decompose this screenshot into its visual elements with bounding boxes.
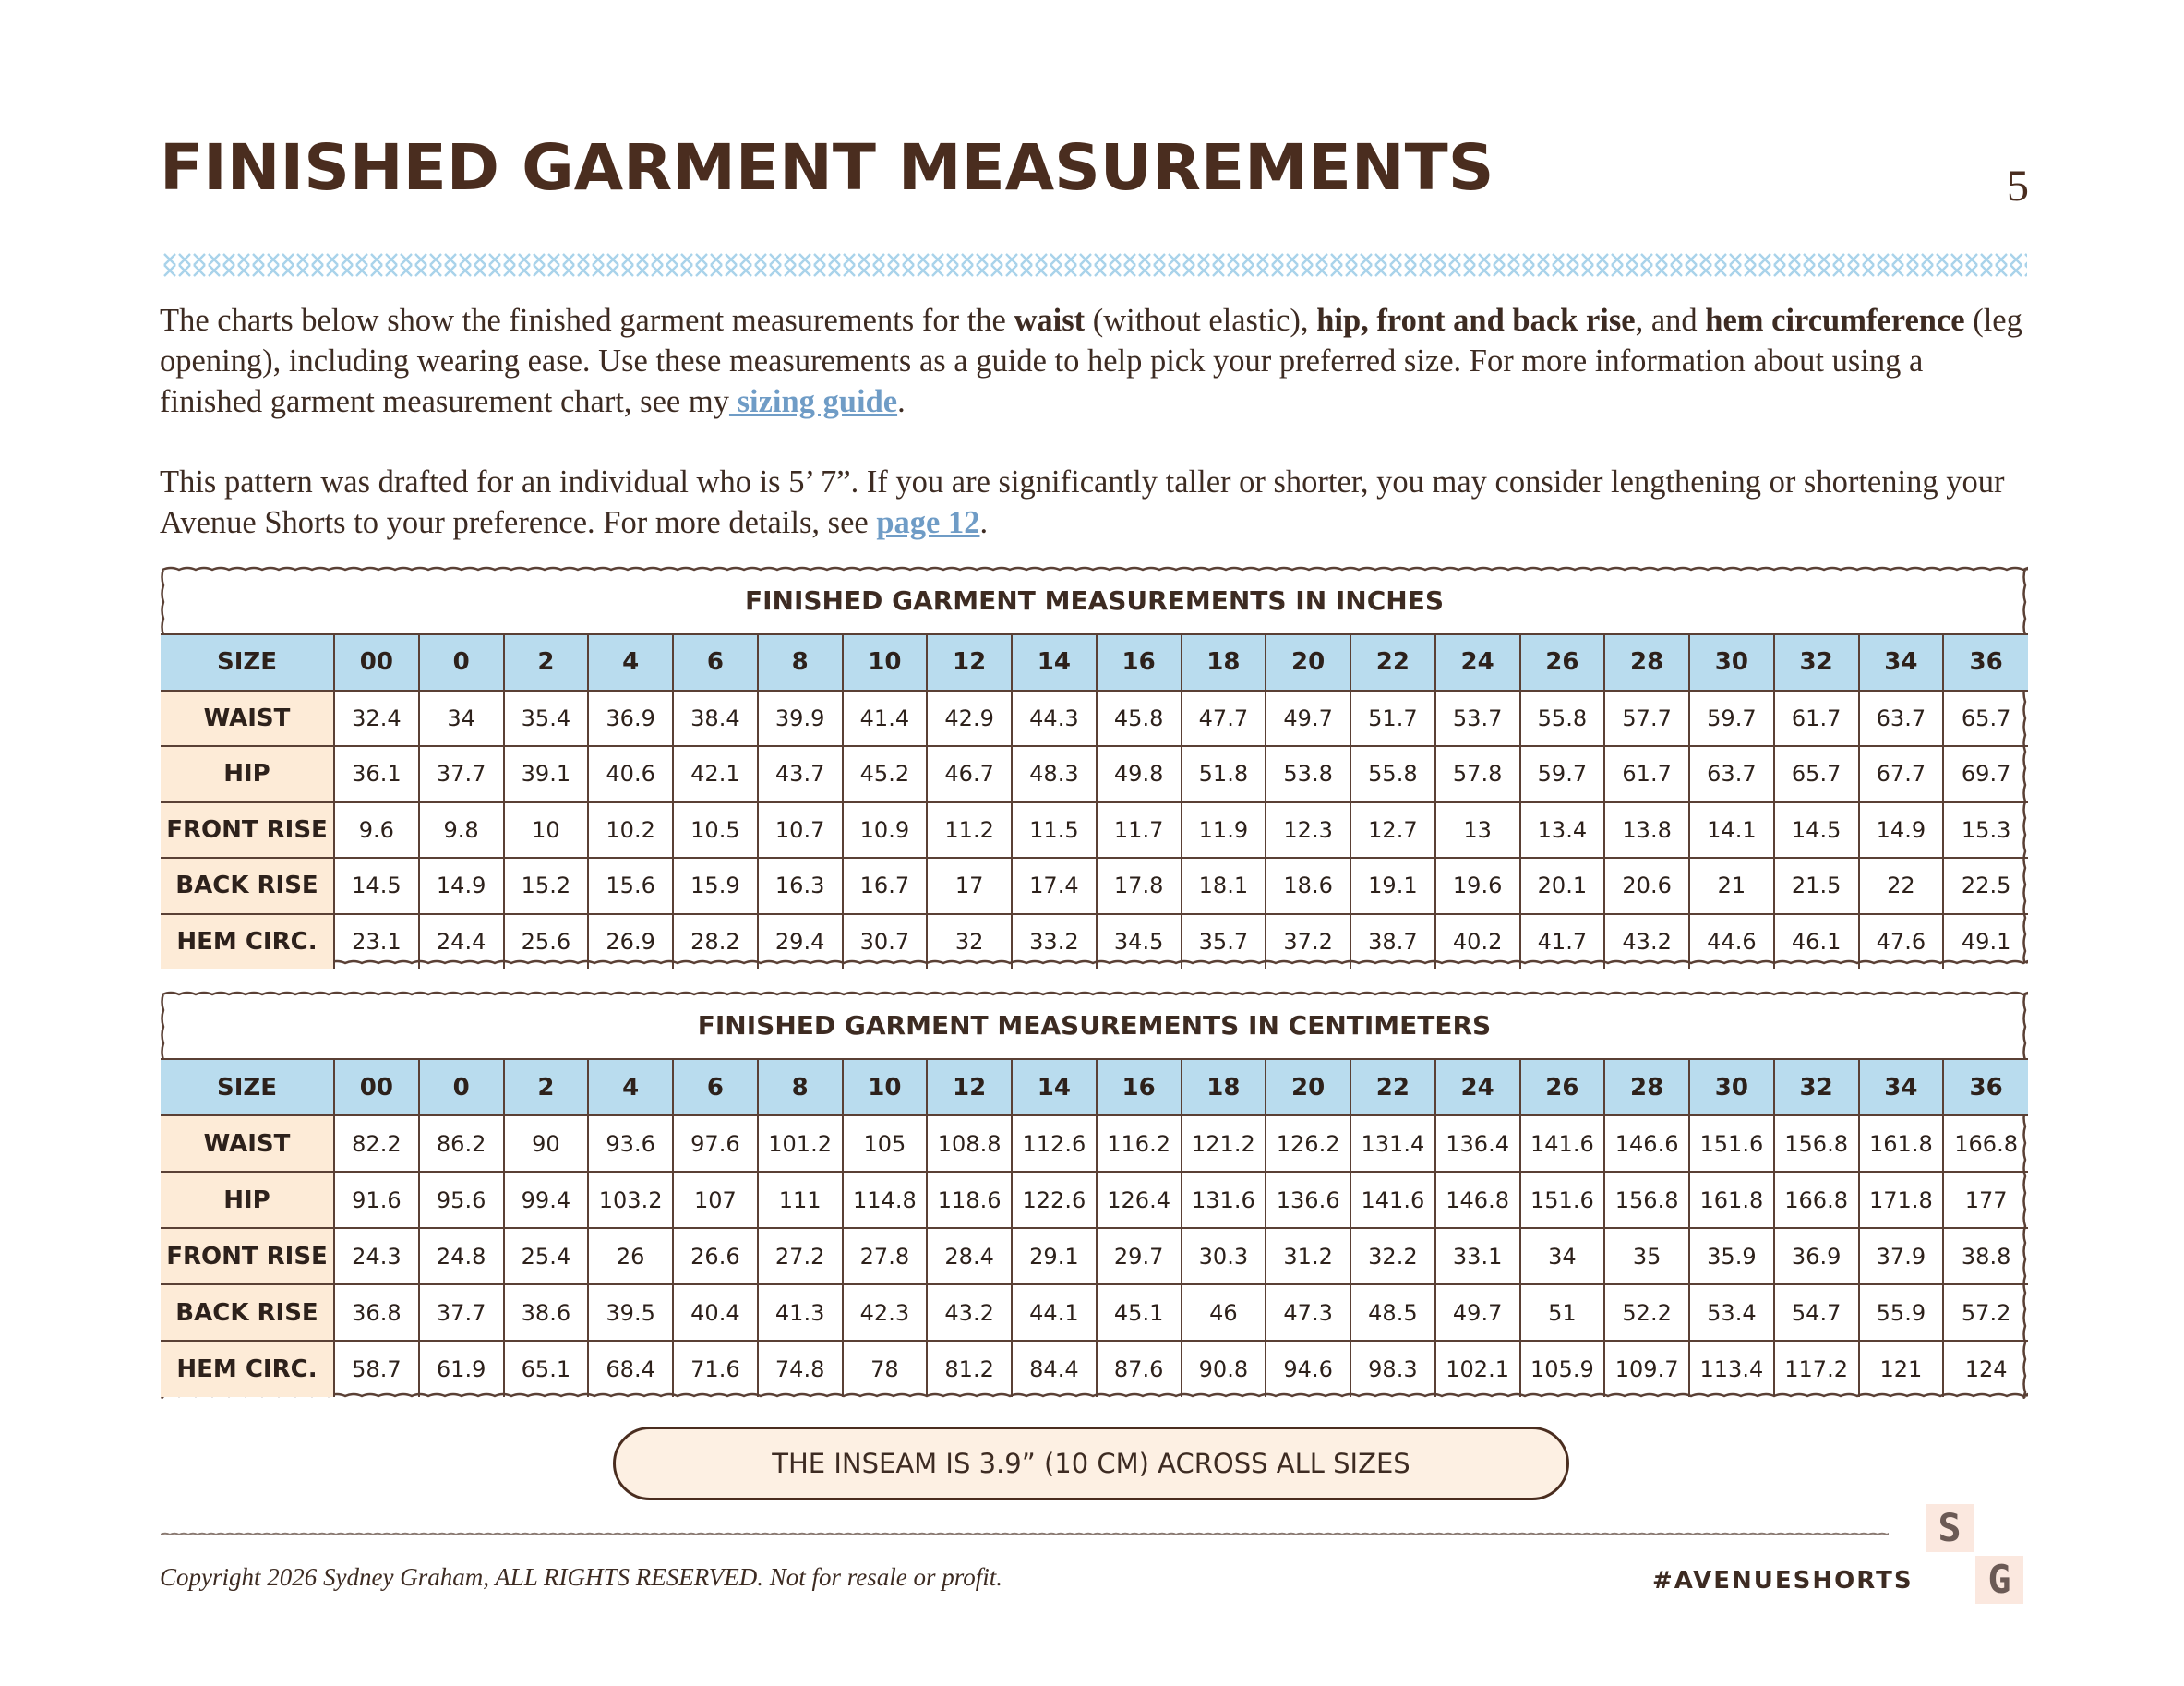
table-cell: 13.4	[1520, 802, 1605, 859]
table-cell: 12.3	[1266, 802, 1350, 859]
table-cell: 35.9	[1689, 1228, 1774, 1284]
table-cell: 38.7	[1350, 914, 1435, 970]
table-cell: 32.2	[1350, 1228, 1435, 1284]
table-cell: 177	[1943, 1172, 2028, 1228]
row-label: BACK RISE	[161, 858, 334, 914]
table-cell: 55.8	[1520, 691, 1605, 747]
table-cell: 46.1	[1774, 914, 1859, 970]
table-cell: 10.9	[843, 802, 928, 859]
table-cell: 52.2	[1604, 1284, 1689, 1341]
table-cell: 146.8	[1435, 1172, 1520, 1228]
size-header-cell: 2	[504, 634, 589, 691]
row-label: HIP	[161, 746, 334, 802]
table-cell: 14.5	[334, 858, 419, 914]
table-cell: 34	[1520, 1228, 1605, 1284]
size-header-cell: 32	[1774, 634, 1859, 691]
table-cell: 136.6	[1266, 1172, 1350, 1228]
table-cell: 141.6	[1520, 1115, 1605, 1172]
table-cell: 20.6	[1604, 858, 1689, 914]
size-header-cell: 20	[1266, 634, 1350, 691]
table-cell: 36.9	[1774, 1228, 1859, 1284]
table-cell: 102.1	[1435, 1341, 1520, 1397]
table-cell: 47.6	[1859, 914, 1944, 970]
centimeters-measurement-table	[161, 990, 2028, 1400]
table-cell: 14.1	[1689, 802, 1774, 859]
table-cell: 44.3	[1012, 691, 1097, 747]
size-header-cell: 8	[758, 1059, 843, 1115]
table-cell: 166.8	[1774, 1172, 1859, 1228]
size-header-label: SIZE	[161, 1059, 334, 1115]
table-cell: 30.3	[1182, 1228, 1266, 1284]
table-cell: 87.6	[1097, 1341, 1182, 1397]
table-cell: 17.8	[1097, 858, 1182, 914]
size-header-cell: 00	[334, 634, 419, 691]
table-cell: 10.7	[758, 802, 843, 859]
intro-paragraph-height: This pattern was drafted for an individual who is 5’ 7”. If you are significantly taller or shorter, you may consider lengthening or shortening your Avenue Shorts to your preference. For more details, see page 12.	[160, 464, 2005, 540]
table-cell: 82.2	[334, 1115, 419, 1172]
table-cell: 35.4	[504, 691, 589, 747]
table-cell: 108.8	[927, 1115, 1012, 1172]
table-cell: 26.6	[673, 1228, 758, 1284]
table-cell: 15.6	[588, 858, 673, 914]
page-number: 5	[2007, 162, 2029, 211]
measurement-grid	[161, 1058, 2028, 1397]
table-cell: 113.4	[1689, 1341, 1774, 1397]
table-cell: 22.5	[1943, 858, 2028, 914]
table-cell: 112.6	[1012, 1115, 1097, 1172]
table-cell: 53.4	[1689, 1284, 1774, 1341]
table-cell: 156.8	[1604, 1172, 1689, 1228]
table-cell: 47.3	[1266, 1284, 1350, 1341]
table-cell: 121.2	[1182, 1115, 1266, 1172]
size-header-cell: 30	[1689, 634, 1774, 691]
size-header-cell: 32	[1774, 1059, 1859, 1115]
size-header-cell: 34	[1859, 1059, 1944, 1115]
table-cell: 9.8	[419, 802, 504, 859]
row-label: FRONT RISE	[161, 802, 334, 859]
size-header-label: SIZE	[161, 634, 334, 691]
table-cell: 65.7	[1943, 691, 2028, 747]
table-cell: 16.3	[758, 858, 843, 914]
size-header-cell: 26	[1520, 1059, 1605, 1115]
size-header-cell: 26	[1520, 634, 1605, 691]
table-cell: 54.7	[1774, 1284, 1859, 1341]
table-cell: 30.7	[843, 914, 928, 970]
size-header-cell: 16	[1097, 634, 1182, 691]
table-row	[161, 1115, 2028, 1172]
table-cell: 24.8	[419, 1228, 504, 1284]
size-header-cell: 14	[1012, 634, 1097, 691]
size-header-cell: 0	[419, 634, 504, 691]
page-12-link[interactable]: page 12	[876, 505, 980, 540]
table-cell: 116.2	[1097, 1115, 1182, 1172]
table-cell: 22	[1859, 858, 1944, 914]
table-cell: 97.6	[673, 1115, 758, 1172]
table-cell: 95.6	[419, 1172, 504, 1228]
size-header-cell: 30	[1689, 1059, 1774, 1115]
table-cell: 68.4	[588, 1341, 673, 1397]
table-cell: 45.8	[1097, 691, 1182, 747]
table-cell: 32	[927, 914, 1012, 970]
table-cell: 25.6	[504, 914, 589, 970]
row-label: WAIST	[161, 1115, 334, 1172]
table-cell: 10.5	[673, 802, 758, 859]
size-header-cell: 20	[1266, 1059, 1350, 1115]
size-header-cell: 12	[927, 1059, 1012, 1115]
table-cell: 166.8	[1943, 1115, 2028, 1172]
table-cell: 17	[927, 858, 1012, 914]
row-label: WAIST	[161, 691, 334, 747]
table-cell: 63.7	[1689, 746, 1774, 802]
table-cell: 19.1	[1350, 858, 1435, 914]
table-cell: 33.1	[1435, 1228, 1520, 1284]
table-cell: 90.8	[1182, 1341, 1266, 1397]
size-header-cell: 22	[1350, 1059, 1435, 1115]
size-header-cell: 36	[1943, 1059, 2028, 1115]
page-title: FINISHED GARMENT MEASUREMENTS	[160, 131, 1494, 205]
table-cell: 28.2	[673, 914, 758, 970]
table-cell: 146.6	[1604, 1115, 1689, 1172]
table-cell: 90	[504, 1115, 589, 1172]
table-cell: 39.5	[588, 1284, 673, 1341]
table-cell: 51.8	[1182, 746, 1266, 802]
table-cell: 12.7	[1350, 802, 1435, 859]
table-cell: 51	[1520, 1284, 1605, 1341]
table-cell: 36.9	[588, 691, 673, 747]
table-cell: 14.9	[419, 858, 504, 914]
table-cell: 84.4	[1012, 1341, 1097, 1397]
table-cell: 27.8	[843, 1228, 928, 1284]
table-cell: 101.2	[758, 1115, 843, 1172]
table-cell: 40.6	[588, 746, 673, 802]
size-header-cell: 00	[334, 1059, 419, 1115]
table-row	[161, 914, 2028, 970]
table-cell: 111	[758, 1172, 843, 1228]
table-cell: 23.1	[334, 914, 419, 970]
table-title: FINISHED GARMENT MEASUREMENTS IN CENTIMETERS	[697, 1010, 1492, 1041]
table-cell: 26.9	[588, 914, 673, 970]
table-cell: 20.1	[1520, 858, 1605, 914]
table-cell: 118.6	[927, 1172, 1012, 1228]
table-cell: 38.8	[1943, 1228, 2028, 1284]
table-cell: 131.6	[1182, 1172, 1266, 1228]
table-cell: 61.9	[419, 1341, 504, 1397]
inches-measurement-table	[161, 565, 2028, 967]
sizing-guide-link[interactable]: sizing guide	[728, 384, 898, 419]
table-cell: 55.9	[1859, 1284, 1944, 1341]
table-cell: 81.2	[927, 1341, 1012, 1397]
table-cell: 117.2	[1774, 1341, 1859, 1397]
table-cell: 171.8	[1859, 1172, 1944, 1228]
size-header-cell: 2	[504, 1059, 589, 1115]
table-cell: 86.2	[419, 1115, 504, 1172]
table-cell: 46.7	[927, 746, 1012, 802]
table-cell: 29.7	[1097, 1228, 1182, 1284]
table-cell: 36.1	[334, 746, 419, 802]
table-cell: 99.4	[504, 1172, 589, 1228]
table-cell: 69.7	[1943, 746, 2028, 802]
table-cell: 105.9	[1520, 1341, 1605, 1397]
table-cell: 34.5	[1097, 914, 1182, 970]
table-cell: 65.7	[1774, 746, 1859, 802]
table-cell: 57.8	[1435, 746, 1520, 802]
table-row	[161, 1284, 2028, 1341]
size-header-cell: 10	[843, 1059, 928, 1115]
table-cell: 67.7	[1859, 746, 1944, 802]
table-cell: 49.1	[1943, 914, 2028, 970]
table-cell: 49.8	[1097, 746, 1182, 802]
table-row	[161, 1172, 2028, 1228]
footer-divider	[161, 1531, 1889, 1538]
table-cell: 14.9	[1859, 802, 1944, 859]
measurement-grid	[161, 633, 2028, 969]
table-cell: 74.8	[758, 1341, 843, 1397]
table-cell: 34	[419, 691, 504, 747]
table-cell: 45.1	[1097, 1284, 1182, 1341]
row-label: HEM CIRC.	[161, 914, 334, 970]
table-row	[161, 1341, 2028, 1397]
row-label: BACK RISE	[161, 1284, 334, 1341]
size-header-cell: 12	[927, 634, 1012, 691]
table-cell: 136.4	[1435, 1115, 1520, 1172]
size-header-cell: 36	[1943, 634, 2028, 691]
svg-text:G: G	[1987, 1557, 2011, 1602]
size-header-cell: 4	[588, 634, 673, 691]
table-cell: 19.6	[1435, 858, 1520, 914]
table-cell: 39.1	[504, 746, 589, 802]
table-cell: 151.6	[1520, 1172, 1605, 1228]
table-cell: 58.7	[334, 1341, 419, 1397]
table-cell: 11.9	[1182, 802, 1266, 859]
table-cell: 51.7	[1350, 691, 1435, 747]
table-cell: 78	[843, 1341, 928, 1397]
table-cell: 10.2	[588, 802, 673, 859]
table-cell: 35.7	[1182, 914, 1266, 970]
table-cell: 103.2	[588, 1172, 673, 1228]
table-cell: 32.4	[334, 691, 419, 747]
size-header-cell: 28	[1604, 1059, 1689, 1115]
table-cell: 107	[673, 1172, 758, 1228]
table-cell: 141.6	[1350, 1172, 1435, 1228]
table-cell: 37.7	[419, 1284, 504, 1341]
table-cell: 9.6	[334, 802, 419, 859]
table-cell: 161.8	[1859, 1115, 1944, 1172]
table-cell: 25.4	[504, 1228, 589, 1284]
table-cell: 11.5	[1012, 802, 1097, 859]
table-cell: 13	[1435, 802, 1520, 859]
table-cell: 43.7	[758, 746, 843, 802]
table-cell: 40.4	[673, 1284, 758, 1341]
table-cell: 48.3	[1012, 746, 1097, 802]
size-header-cell: 16	[1097, 1059, 1182, 1115]
table-cell: 48.5	[1350, 1284, 1435, 1341]
table-cell: 29.1	[1012, 1228, 1097, 1284]
table-cell: 126.2	[1266, 1115, 1350, 1172]
table-cell: 27.2	[758, 1228, 843, 1284]
size-header-cell: 24	[1435, 634, 1520, 691]
table-cell: 57.7	[1604, 691, 1689, 747]
table-cell: 53.7	[1435, 691, 1520, 747]
table-cell: 38.4	[673, 691, 758, 747]
table-cell: 10	[504, 802, 589, 859]
table-cell: 44.1	[1012, 1284, 1097, 1341]
table-cell: 71.6	[673, 1341, 758, 1397]
table-row	[161, 691, 2028, 747]
table-cell: 37.2	[1266, 914, 1350, 970]
table-cell: 28.4	[927, 1228, 1012, 1284]
table-cell: 94.6	[1266, 1341, 1350, 1397]
intro-paragraph-sizes: The charts below show the finished garment measurements for the waist (without elastic), hip, front and back rise, and hem circumference (leg opening), including wearing ease. Use these measurements as a guide to help pick your preferred size. For more information about using a finished garment measurement chart, see my sizing guide.	[160, 303, 2022, 419]
size-header-cell: 22	[1350, 634, 1435, 691]
table-cell: 41.7	[1520, 914, 1605, 970]
table-cell: 109.7	[1604, 1341, 1689, 1397]
table-cell: 24.4	[419, 914, 504, 970]
table-cell: 59.7	[1520, 746, 1605, 802]
table-cell: 24.3	[334, 1228, 419, 1284]
table-cell: 29.4	[758, 914, 843, 970]
table-cell: 45.2	[843, 746, 928, 802]
table-cell: 13.8	[1604, 802, 1689, 859]
table-cell: 41.3	[758, 1284, 843, 1341]
table-cell: 42.1	[673, 746, 758, 802]
row-label: FRONT RISE	[161, 1228, 334, 1284]
size-header-cell: 28	[1604, 634, 1689, 691]
size-header-cell: 18	[1182, 1059, 1266, 1115]
table-cell: 47.7	[1182, 691, 1266, 747]
table-cell: 26	[588, 1228, 673, 1284]
table-cell: 124	[1943, 1341, 2028, 1397]
cross-stitch-border	[162, 250, 2027, 280]
table-cell: 122.6	[1012, 1172, 1097, 1228]
table-cell: 151.6	[1689, 1115, 1774, 1172]
table-cell: 37.7	[419, 746, 504, 802]
table-cell: 59.7	[1689, 691, 1774, 747]
table-cell: 11.2	[927, 802, 1012, 859]
size-header-cell: 24	[1435, 1059, 1520, 1115]
table-cell: 43.2	[927, 1284, 1012, 1341]
table-cell: 105	[843, 1115, 928, 1172]
row-label: HEM CIRC.	[161, 1341, 334, 1397]
table-cell: 15.2	[504, 858, 589, 914]
table-cell: 41.4	[843, 691, 928, 747]
size-header-cell: 10	[843, 634, 928, 691]
table-cell: 21.5	[1774, 858, 1859, 914]
table-cell: 156.8	[1774, 1115, 1859, 1172]
table-cell: 91.6	[334, 1172, 419, 1228]
table-cell: 36.8	[334, 1284, 419, 1341]
table-cell: 93.6	[588, 1115, 673, 1172]
table-row	[161, 746, 2028, 802]
table-cell: 18.6	[1266, 858, 1350, 914]
table-row	[161, 802, 2028, 859]
table-cell: 42.3	[843, 1284, 928, 1341]
table-cell: 53.8	[1266, 746, 1350, 802]
table-cell: 33.2	[1012, 914, 1097, 970]
table-cell: 44.6	[1689, 914, 1774, 970]
table-cell: 57.2	[1943, 1284, 2028, 1341]
size-header-cell: 14	[1012, 1059, 1097, 1115]
table-row	[161, 1228, 2028, 1284]
table-cell: 15.9	[673, 858, 758, 914]
table-cell: 14.5	[1774, 802, 1859, 859]
size-header-cell: 34	[1859, 634, 1944, 691]
inseam-note: THE INSEAM IS 3.9” (10 CM) ACROSS ALL SIZES	[613, 1427, 1569, 1500]
table-cell: 15.3	[1943, 802, 2028, 859]
size-header-cell: 8	[758, 634, 843, 691]
table-cell: 63.7	[1859, 691, 1944, 747]
table-cell: 21	[1689, 858, 1774, 914]
table-cell: 161.8	[1689, 1172, 1774, 1228]
table-cell: 11.7	[1097, 802, 1182, 859]
table-cell: 17.4	[1012, 858, 1097, 914]
row-label: HIP	[161, 1172, 334, 1228]
table-cell: 65.1	[504, 1341, 589, 1397]
table-cell: 43.2	[1604, 914, 1689, 970]
size-header-cell: 4	[588, 1059, 673, 1115]
table-cell: 131.4	[1350, 1115, 1435, 1172]
table-cell: 55.8	[1350, 746, 1435, 802]
table-cell: 38.6	[504, 1284, 589, 1341]
table-cell: 49.7	[1435, 1284, 1520, 1341]
table-cell: 40.2	[1435, 914, 1520, 970]
table-cell: 37.9	[1859, 1228, 1944, 1284]
size-header-cell: 18	[1182, 634, 1266, 691]
table-cell: 35	[1604, 1228, 1689, 1284]
size-header-cell: 0	[419, 1059, 504, 1115]
size-header-cell: 6	[673, 1059, 758, 1115]
table-cell: 126.4	[1097, 1172, 1182, 1228]
table-cell: 46	[1182, 1284, 1266, 1341]
hashtag-text: #AVENUESHORTS	[1652, 1567, 1914, 1595]
table-cell: 61.7	[1774, 691, 1859, 747]
table-cell: 49.7	[1266, 691, 1350, 747]
sg-logo	[1924, 1502, 2027, 1606]
table-title: FINISHED GARMENT MEASUREMENTS IN INCHES	[744, 585, 1444, 616]
table-cell: 42.9	[927, 691, 1012, 747]
copyright-text: Copyright 2026 Sydney Graham, ALL RIGHTS RESERVED. Not for resale or profit.	[160, 1563, 1002, 1591]
table-cell: 31.2	[1266, 1228, 1350, 1284]
size-header-row	[161, 634, 2028, 691]
table-cell: 18.1	[1182, 858, 1266, 914]
svg-text:S: S	[1938, 1505, 1962, 1550]
table-row	[161, 858, 2028, 914]
table-cell: 114.8	[843, 1172, 928, 1228]
table-cell: 39.9	[758, 691, 843, 747]
size-header-cell: 6	[673, 634, 758, 691]
table-cell: 121	[1859, 1341, 1944, 1397]
table-cell: 98.3	[1350, 1341, 1435, 1397]
size-header-row	[161, 1059, 2028, 1115]
table-cell: 61.7	[1604, 746, 1689, 802]
table-cell: 16.7	[843, 858, 928, 914]
